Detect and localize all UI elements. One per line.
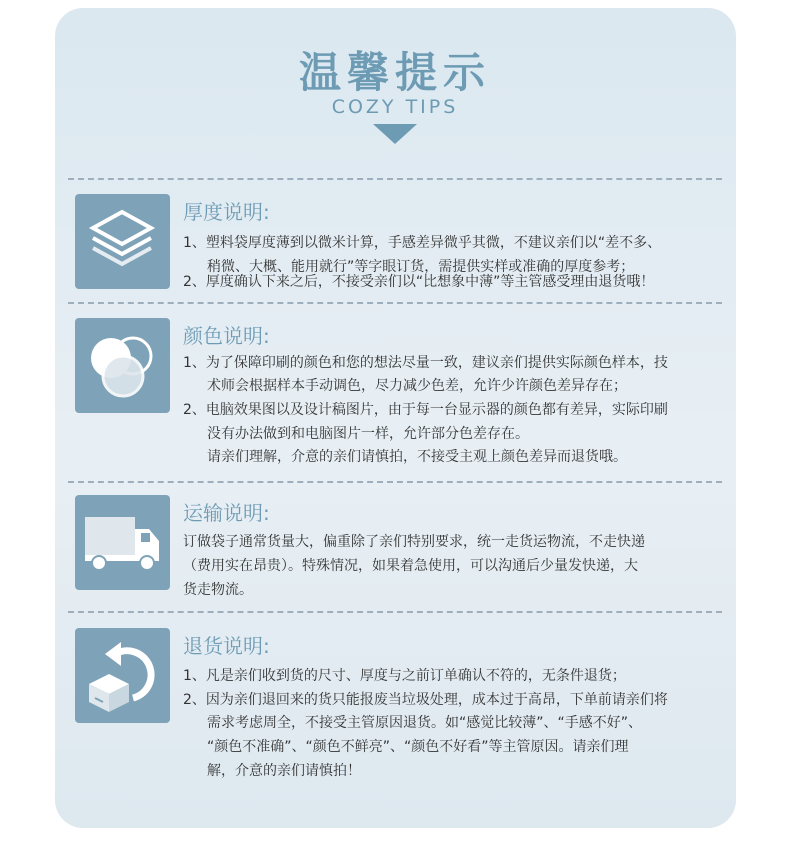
section-heading: 退货说明: <box>183 634 270 658</box>
divider <box>68 302 722 304</box>
section-line: 1、为了保障印刷的颜色和您的想法尽量一致，建议亲们提供实际颜色样本，技 <box>183 355 668 371</box>
section-line: “颜色不准确”、“颜色不鲜亮”、“颜色不好看”等主管原因。请亲们理 <box>207 739 629 755</box>
section-line: 货走物流。 <box>183 582 253 598</box>
section-line: 稍微、大概、能用就行”等字眼订货，需提供实样或准确的厚度参考； <box>207 259 635 275</box>
section-line: 解，介意的亲们请慎拍！ <box>207 763 361 779</box>
section-line: 术师会根据样本手动调色，尽力减少色差，允许少许颜色差异存在； <box>207 378 627 394</box>
section-line: 请亲们理解，介意的亲们请慎拍，不接受主观上颜色差异而退货哦。 <box>207 449 627 465</box>
section-line: 订做袋子通常货量大，偏重除了亲们特别要求，统一走货运物流，不走快递 <box>183 534 645 550</box>
section-line: 2、厚度确认下来之后，不接受亲们以“比想象中薄”等主管感受理由退货哦！ <box>183 274 655 290</box>
section-line: 没有办法做到和电脑图片一样，允许部分色差存在。 <box>207 426 529 442</box>
section-line: 需求考虑周全，不接受主管原因退货。如“感觉比较薄”、“手感不好”、 <box>207 715 643 731</box>
layers-icon <box>75 194 170 289</box>
section-heading: 运输说明: <box>183 501 270 525</box>
section-line: 2、电脑效果图以及设计稿图片，由于每一台显示器的颜色都有差异，实际印刷 <box>183 402 668 418</box>
return-box-icon <box>75 628 170 723</box>
color-circles-icon <box>75 318 170 413</box>
page-title: 温馨提示 <box>298 48 491 97</box>
section-line: 1、凡是亲们收到货的尺寸、厚度与之前订单确认不符的，无条件退货； <box>183 668 626 684</box>
truck-icon <box>75 495 170 590</box>
divider <box>68 611 722 613</box>
section-line: 1、塑料袋厚度薄到以微米计算，手感差异微乎其微，不建议亲们以“差不多、 <box>183 235 662 251</box>
divider <box>68 481 722 483</box>
section-line: （费用实在昂贵）。特殊情况，如果着急使用，可以沟通后少量发快递，大 <box>183 558 638 574</box>
section-heading: 颜色说明: <box>183 324 270 348</box>
page-subtitle: COZY TIPS <box>331 96 459 118</box>
section-line: 2、因为亲们退回来的货只能报废当垃圾处理，成本过于高昂，下单前请亲们将 <box>183 692 668 708</box>
down-arrow-icon <box>373 124 417 144</box>
divider <box>68 178 722 180</box>
section-heading: 厚度说明: <box>183 200 270 224</box>
